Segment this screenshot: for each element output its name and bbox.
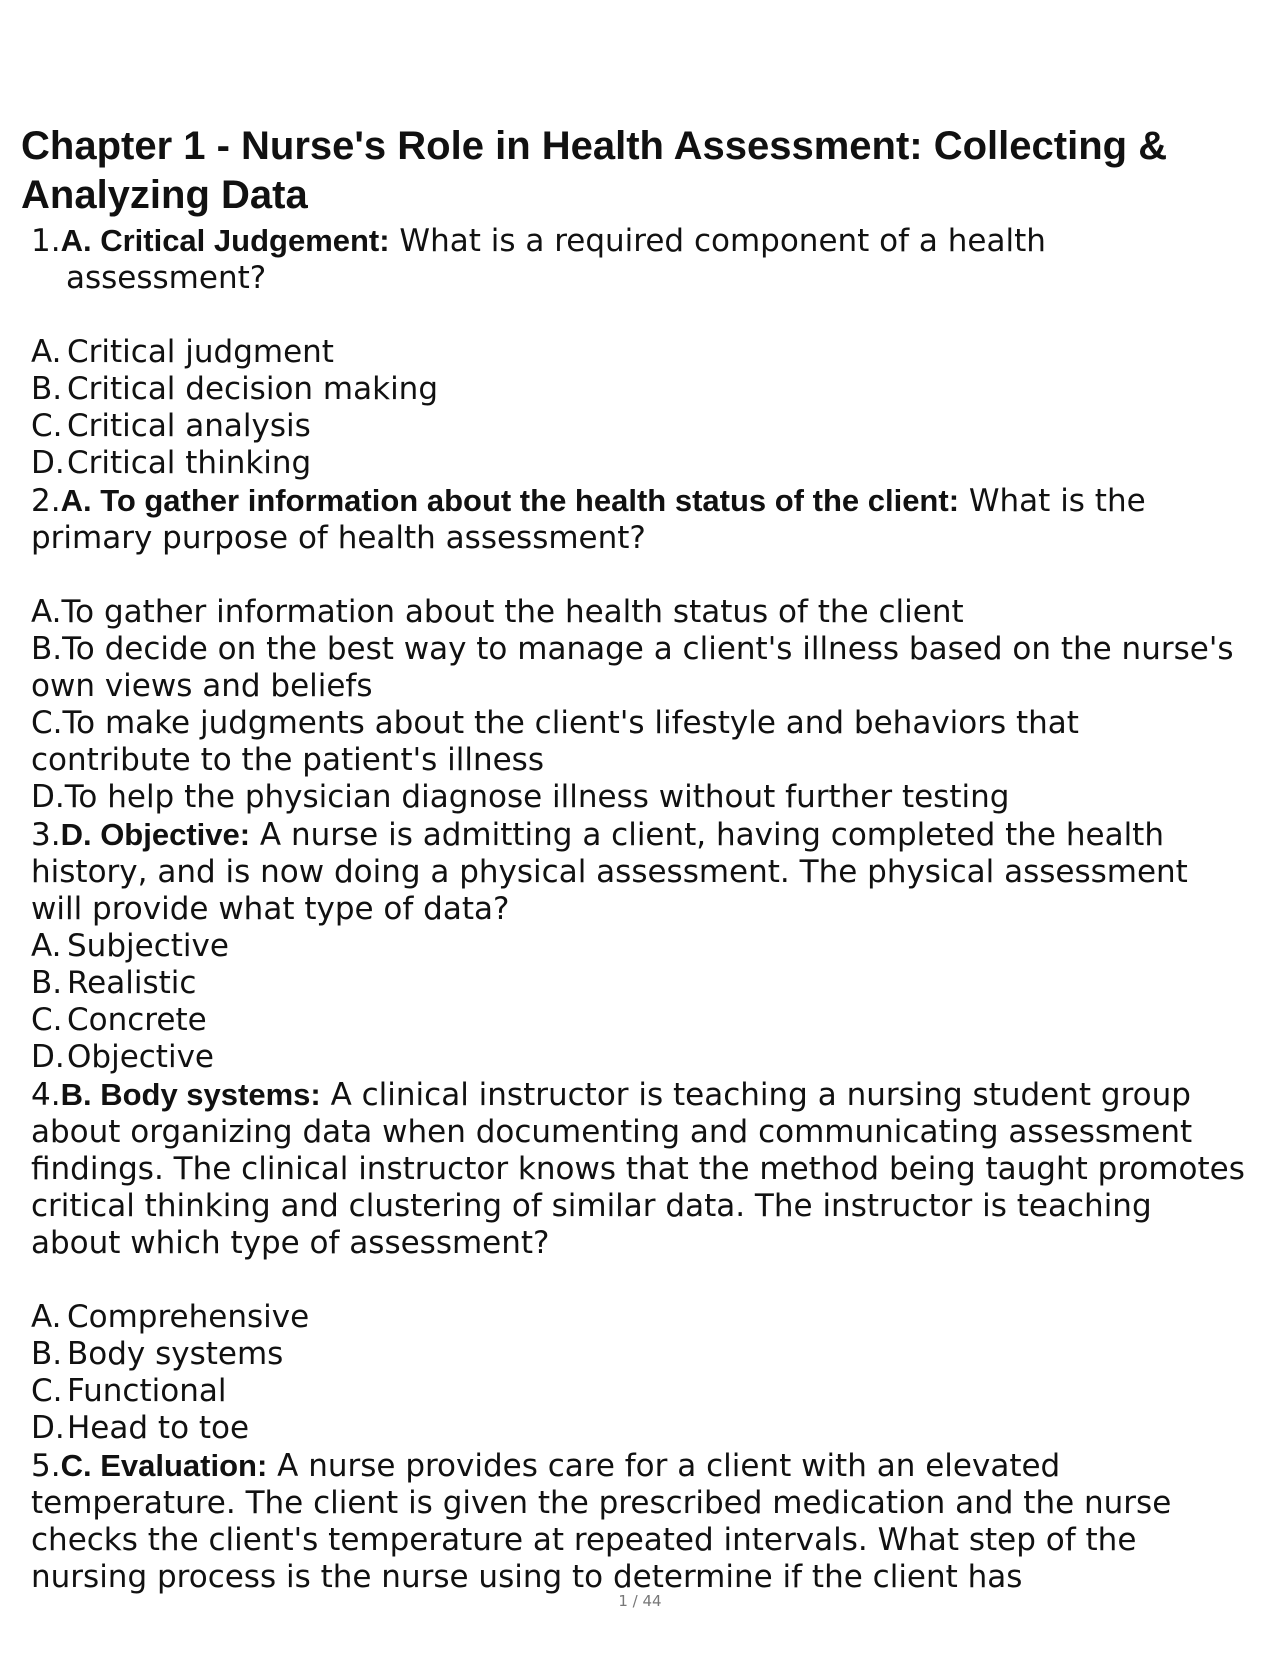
option-text: Subjective — [67, 928, 229, 964]
question-number: 2. — [31, 483, 61, 519]
option-text: To decide on the best way to manage a client's illness based on the nurse's own views and beliefs — [31, 631, 1234, 704]
option-letter: A. — [31, 1299, 62, 1335]
option-text: Critical judgment — [67, 334, 334, 370]
option-text: To make judgments about the client's lifestyle and behaviors that contribute to the patient's illness — [31, 705, 1079, 778]
answer-label: A. Critical Judgement: — [60, 223, 390, 258]
option-letter: A. — [31, 928, 62, 964]
option-3c — [31, 1002, 1246, 1039]
option-1d — [31, 445, 1246, 482]
option-letter: C. — [31, 1373, 63, 1409]
option-4a — [31, 1299, 1246, 1336]
option-letter: C. — [31, 705, 63, 741]
option-3d — [31, 1039, 1246, 1076]
option-letter: B. — [31, 631, 63, 667]
option-text: Critical thinking — [67, 445, 312, 481]
option-text: Realistic — [67, 965, 197, 1001]
option-3a — [31, 928, 1246, 965]
question-number: 1. — [31, 223, 61, 259]
option-2d — [31, 779, 1246, 816]
answer-label: A. To gather information about the health status of the client: — [60, 483, 960, 518]
option-text: Objective — [67, 1039, 214, 1075]
option-letter: B. — [31, 371, 63, 407]
question-1 — [31, 222, 1246, 297]
option-text: Critical analysis — [67, 408, 311, 444]
option-text: Body systems — [67, 1336, 284, 1372]
option-letter: C. — [31, 408, 63, 444]
option-text: Functional — [67, 1373, 227, 1409]
answer-label: D. Objective: — [60, 817, 251, 852]
option-2c — [31, 705, 1246, 779]
option-text: Critical decision making — [67, 371, 439, 407]
question-number: 4. — [31, 1077, 61, 1113]
option-2a — [31, 594, 1246, 631]
option-letter: D. — [31, 1410, 65, 1446]
question-text: What is a required component of a health assessment? — [66, 223, 1046, 296]
question-text: A nurse is admitting a client, having completed the health history, and is now doing a physical assessment. The physical assessment will provide what type of data? — [31, 817, 1188, 927]
question-2 — [31, 482, 1246, 557]
option-letter: D. — [31, 445, 65, 481]
option-1b — [31, 371, 1246, 408]
page-number: 1 / 44 — [618, 1592, 662, 1610]
question-number: 5. — [31, 1448, 61, 1484]
option-3b — [31, 965, 1246, 1002]
option-letter: A. — [31, 334, 62, 370]
option-text: Head to toe — [67, 1410, 250, 1446]
question-text: A clinical instructor is teaching a nursing student group about organizing data when documenting and communicating assessment findings. The clinical instructor knows that the method being taught promotes critical thinking and clustering of similar data. The instructor is teaching about which type of assessment? — [31, 1077, 1245, 1261]
option-letter: B. — [31, 965, 63, 1001]
option-text: Concrete — [67, 1002, 207, 1038]
option-4b — [31, 1336, 1246, 1373]
option-1a — [31, 334, 1246, 371]
option-letter: B. — [31, 1336, 63, 1372]
question-list — [31, 222, 1246, 1596]
option-letter: D. — [31, 1039, 65, 1075]
question-number: 3. — [31, 817, 61, 853]
option-4d — [31, 1410, 1246, 1447]
question-3 — [31, 816, 1246, 928]
option-text: Comprehensive — [67, 1299, 310, 1335]
question-5 — [31, 1447, 1246, 1596]
question-text: What is the primary purpose of health assessment? — [31, 483, 1146, 556]
answer-label: B. Body systems: — [60, 1077, 321, 1112]
page-title: Chapter 1 - Nurse's Role in Health Assessment: Collecting & Analyzing Data — [21, 124, 1168, 217]
option-letter: C. — [31, 1002, 63, 1038]
option-letter: A. — [31, 594, 62, 630]
option-text: To gather information about the health status of the client — [61, 594, 964, 630]
option-1c — [31, 408, 1246, 445]
option-2b — [31, 631, 1246, 705]
option-4c — [31, 1373, 1246, 1410]
question-text: A nurse provides care for a client with an elevated temperature. The client is given the prescribed medication and the nurse checks the client's temperature at repeated intervals. What step of the nursing process is the nurse using to determine if the client has — [31, 1448, 1172, 1595]
option-text: To help the physician diagnose illness without further testing — [64, 779, 1010, 815]
answer-label: C. Evaluation: — [60, 1448, 268, 1483]
option-letter: D. — [31, 779, 65, 815]
question-4 — [31, 1076, 1246, 1262]
